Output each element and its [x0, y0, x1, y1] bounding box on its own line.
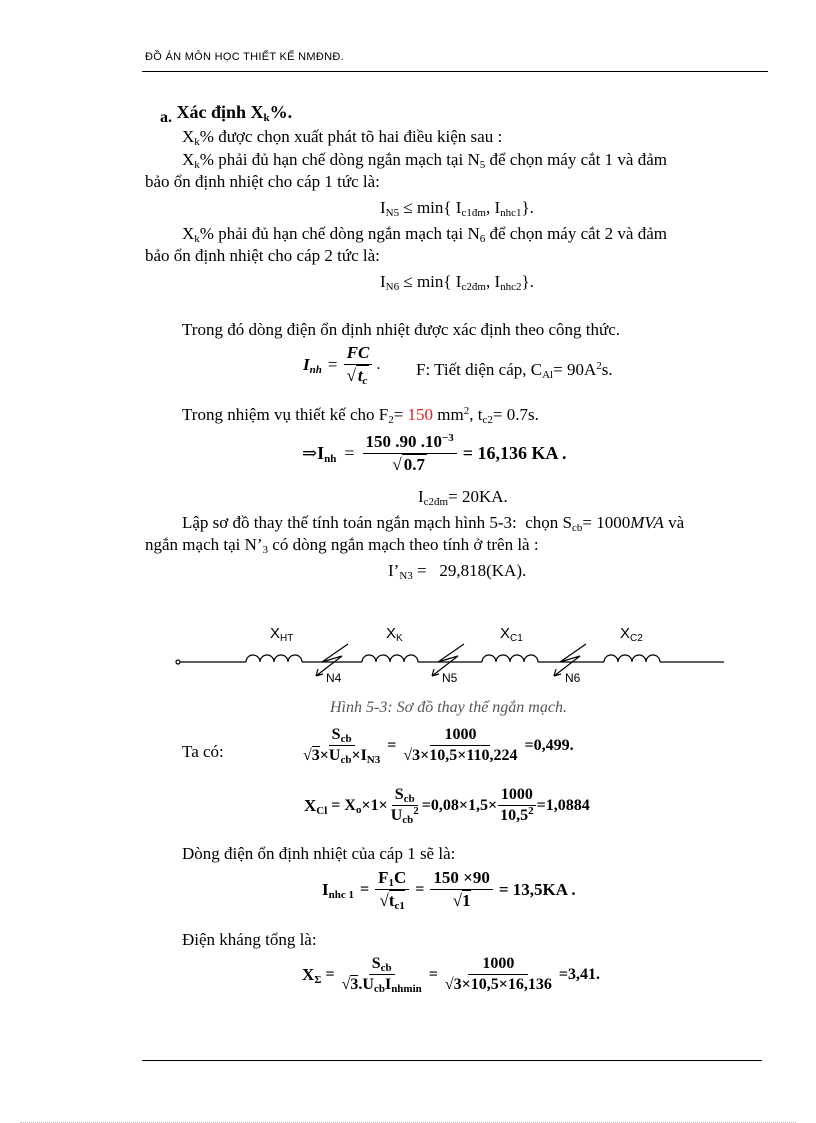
figure-caption: Hình 5-3: Sơ đồ thay thế ngắn mạch.	[330, 699, 567, 716]
diagram-label-xc1: $X_{C1}$	[500, 625, 523, 644]
f2-value: 150	[407, 405, 434, 424]
header-rule	[142, 71, 768, 72]
paragraph-4: Trong đó dòng điện ổn định nhiệt được xác định theo công thức.	[182, 320, 621, 339]
inh-formula: $I_{nh}$ = $\frac{FC}{√ t_c}$ .	[303, 343, 381, 387]
page-header: ĐỒ ÁN MÔN HỌC THIẾT KẾ NMĐNĐ.	[145, 51, 344, 63]
paragraph-8: Điện kháng tổng là:	[182, 930, 317, 949]
inhc1-formula: $I_{nhc 1}$ = $\frac{F_1C}{√t_{c1}}$ = $\frac{150 \times 90}{√1}$ = 13,5KA .	[322, 868, 576, 912]
condition-1: $I_{N5} \le \min${ $I_{c1đm}$, $I_{nhc1}$}.	[380, 198, 534, 219]
paragraph-6-line-1: Lập sơ đồ thay thế tính toán ngắn mạch hình 5-3: chọn $S_{cb}= 1000MVA$ và	[182, 513, 685, 534]
section-marker: a.	[160, 109, 172, 126]
diagram-terminal	[176, 660, 180, 664]
xc1-formula: $X_{Cl}$ = $X_o\times 1\times$ $\frac{S_{cb}}{U_{cb}^2}$ =0,08×1,5× $\frac{1000}{10,5^2}$ =1,0884	[304, 786, 590, 826]
paragraph-1-text: % được chọn xuất phát tõ hai điều kiện sau :	[199, 127, 503, 146]
circuit-diagram	[170, 618, 730, 690]
paragraph-2-line-2: bảo ổn định nhiệt cho cáp 1 tức là:	[145, 172, 380, 191]
inh-calc-formula: ⇒ $I_{nh}$ = $\frac{150 .90 .10^{-3}}{√ 0.7}$ = 16,136 KA .	[302, 432, 567, 474]
xsigma-formula: $X_\Sigma$ = $\frac{S_{cb}}{√3.U_{cb}I_{nhmin}}$ = $\frac{1000}{√3\times 10,5\times 16,136}$ =3,41.	[302, 955, 601, 995]
diagram-point-n6: N6	[565, 671, 581, 685]
diagram-label-xk: $X_K$	[386, 625, 403, 644]
section-heading	[160, 102, 292, 128]
section-title: Xác định $X_k\%$.	[176, 102, 293, 124]
condition-2: $I_{N6} \le \min${ $I_{c2đm}$, $I_{nhc2}$}.	[380, 272, 534, 293]
paragraph-6-line-2: ngắn mạch tại $N’_3$ có dòng ngắn mạch theo tính ở trên là :	[145, 535, 539, 556]
in3-value: $I’_{N3} = 29,818(KA)$.	[388, 561, 527, 582]
diagram-point-n4: N4	[326, 671, 342, 685]
inductor-xk	[362, 655, 418, 662]
f-note: F: Tiết diện cáp, $C_{Al}= 90A^2s$.	[416, 360, 613, 381]
paragraph-3-line-1: $X_k\%$ phải đủ hạn chế dòng ngắn mạch tại $N_6$ để chọn máy cắt 2 và đảm	[182, 224, 667, 245]
paragraph-3-line-2: bảo ổn định nhiệt cho cáp 2 tức là:	[145, 246, 380, 265]
diagram-label-xc2: $X_{C2}$	[620, 625, 643, 644]
ta-co-label: Ta có:	[182, 742, 224, 761]
inductor-xht	[246, 655, 302, 662]
paragraph-5: Trong nhiệm vụ thiết kế cho $F_2= 150$ $mm^2$, $t_{c2}= 0.7s$.	[182, 405, 539, 426]
ic2dm-value: $I_{c2đm}= 20KA$.	[418, 487, 508, 508]
diagram-label-xht: $X_{HT}$	[270, 625, 294, 644]
eq1-formula: $\frac{S_{cb}}{√3\times U_{cb}\times I_{N3}}$ = $\frac{1000}{√3\times 10,5\times 110,224}$ =0,499.	[303, 726, 574, 766]
paragraph-1: $X_k\%$ được chọn xuất phát tõ hai điều kiện sau :	[182, 127, 503, 148]
footer-rule	[142, 1060, 762, 1061]
inductor-xc1	[482, 655, 538, 662]
diagram-point-n5: N5	[442, 671, 458, 685]
paragraph-2-line-1: $X_k\%$ phải đủ hạn chế dòng ngắn mạch tại $N_5$ để chọn máy cắt 1 và đảm	[182, 150, 667, 171]
paragraph-7: Dòng điện ổn định nhiệt của cáp 1 sẽ là:	[182, 844, 456, 863]
inductor-xc2	[604, 655, 660, 662]
